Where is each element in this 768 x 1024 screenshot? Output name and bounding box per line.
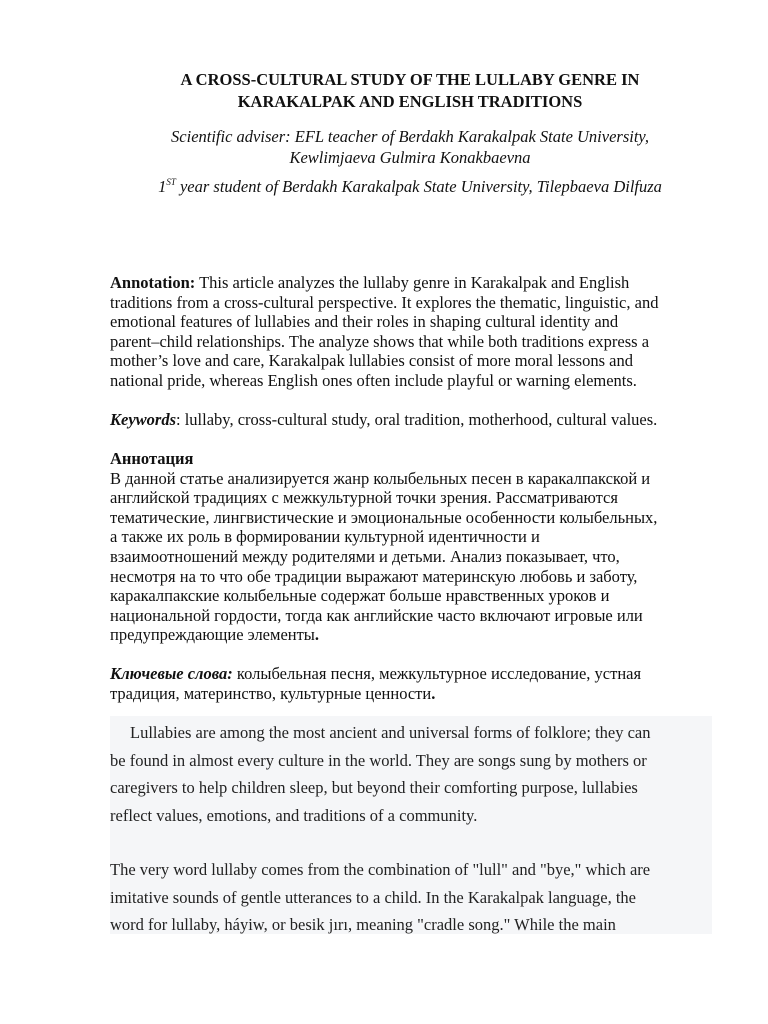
- annotation-ru-last-line: [110, 625, 720, 645]
- keywords-text: : lullaby, cross-cultural study, oral tradition, motherhood, cultural values.: [176, 410, 658, 429]
- annotation-first-line-text: This article analyzes the lullaby genre in Karakalpak and English: [195, 273, 630, 292]
- annotation-line: parent–child relationships. The analyze shows that while both traditions express a: [110, 331, 650, 351]
- body-line: caregivers to help children sleep, but beyond their comforting purpose, lullabies: [110, 778, 638, 798]
- annotation-line: traditions from a cross-cultural perspective. It explores the thematic, linguistic, and: [110, 292, 659, 312]
- title-line-1: A CROSS-CULTURAL STUDY OF THE LULLABY GENRE IN: [180, 70, 640, 89]
- annotation-english: [110, 273, 720, 391]
- scientific-adviser: [110, 126, 710, 168]
- keywords-russian: [110, 664, 720, 703]
- annotation-ru-line: каракалпакские колыбельные содержат больше нравственных уроков и: [110, 586, 610, 606]
- student-year-suffix: ST: [166, 177, 176, 187]
- annotation-ru-last-text: предупреждающие элементы: [110, 625, 315, 645]
- annotation-ru-line: английской традициях с межкультурной точки зрения. Рассматриваются: [110, 488, 618, 508]
- annotation-line: mother’s love and care, Karakalpak lullabies consist of more moral lessons and: [110, 351, 633, 371]
- annotation-label: Annotation:: [110, 273, 196, 292]
- annotation-ru-label: Аннотация: [110, 449, 194, 468]
- keywords-line: [110, 410, 720, 430]
- keywords-ru-label: Ключевые слова:: [110, 664, 233, 683]
- student-author: [110, 176, 710, 198]
- annotation-ru-line: взаимоотношений между родителями и детьми. Анализ показывает, что,: [110, 546, 620, 566]
- keywords-english: [110, 410, 720, 430]
- annotation-line: emotional features of lullabies and their roles in shaping cultural identity and: [110, 312, 619, 332]
- annotation-ru-line: а также их роль в формировании культурной идентичности и: [110, 527, 540, 547]
- student-year-number: 1: [158, 177, 167, 196]
- keywords-ru-punct: .: [431, 683, 436, 703]
- body-line: be found in almost every culture in the world. They are songs sung by mothers or: [110, 750, 647, 770]
- annotation-ru-line: несмотря на то что обе традиции выражают материнскую любовь и заботу,: [110, 566, 638, 586]
- annotation-line: national pride, whereas English ones often include playful or warning elements.: [110, 370, 637, 390]
- body-paragraph-2: [110, 856, 710, 939]
- student-text: year student of Berdakh Karakalpak State University, Tilepbaeva Dilfuza: [175, 177, 662, 196]
- body-line: The very word lullaby comes from the combination of "lull" and "bye," which are: [110, 860, 651, 879]
- body-line: word for lullaby, háyiw, or besik jırı, meaning "cradle song." While the main: [110, 915, 616, 935]
- body-line: imitative sounds of gentle utterances to a child. In the Karakalpak language, the: [110, 887, 636, 907]
- annotation-first-line: [110, 273, 720, 293]
- annotation-ru-last-punct: .: [314, 625, 320, 645]
- keywords-ru-second-line: [110, 684, 720, 704]
- body-line: Lullabies are among the most ancient and universal forms of folklore; they can: [130, 723, 651, 742]
- annotation-russian: [110, 449, 720, 645]
- annotation-ru-line: национальной гордости, тогда как английские часто включают игровые или: [110, 605, 643, 625]
- keywords-ru-second-text: традиция, материнство, культурные ценности: [110, 683, 432, 703]
- adviser-line-2: Kewlimjaeva Gulmira Konakbaevna: [289, 148, 531, 167]
- keywords-ru-first-line: [110, 664, 720, 684]
- body-paragraph-1: [110, 719, 710, 829]
- keywords-ru-text: колыбельная песня, межкультурное исследование, устная: [232, 664, 642, 683]
- annotation-ru-line: В данной статье анализируется жанр колыбельных песен в каракалпакской и: [110, 468, 651, 488]
- paper-title: [110, 69, 710, 113]
- annotation-ru-line: тематические, лингвистические и эмоциональные особенности колыбельных,: [110, 507, 658, 527]
- title-line-2: KARAKALPAK AND ENGLISH TRADITIONS: [237, 92, 583, 111]
- keywords-label: Keywords: [110, 410, 176, 429]
- adviser-line-1: Scientific adviser: EFL teacher of Berdakh Karakalpak State University,: [171, 127, 649, 146]
- body-line: reflect values, emotions, and traditions of a community.: [110, 805, 478, 825]
